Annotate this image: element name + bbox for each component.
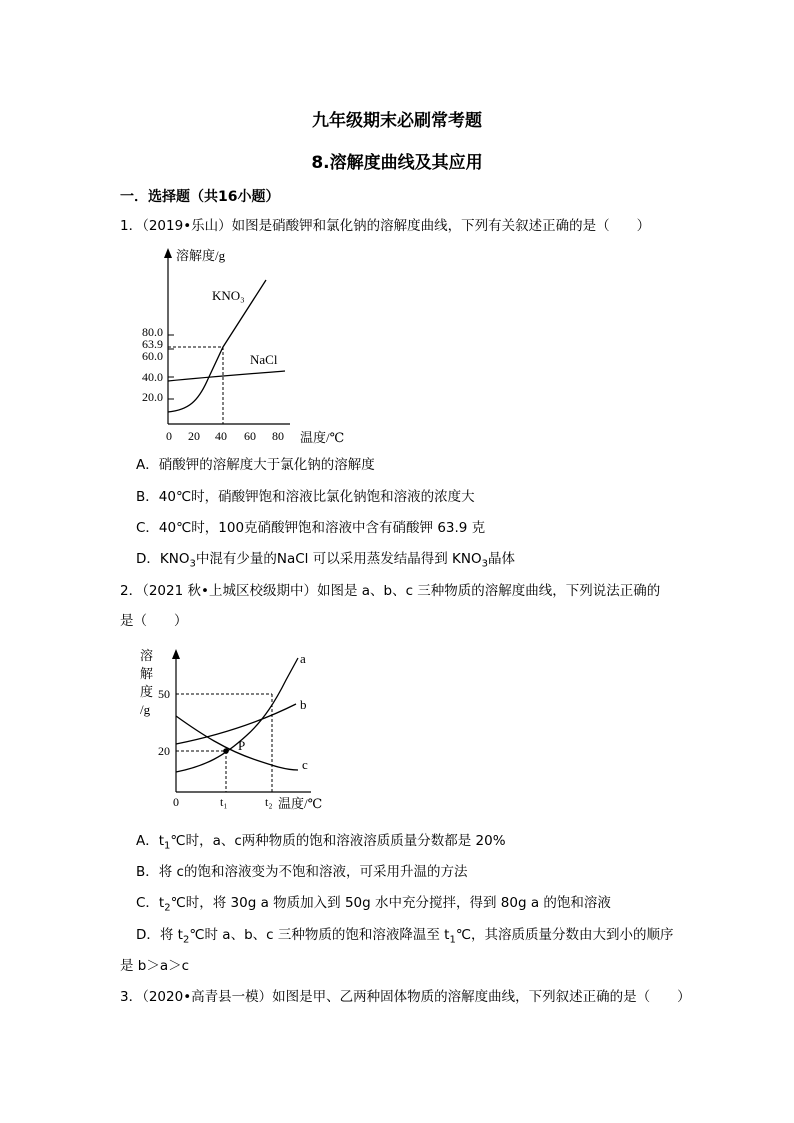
q1-option-a: A．硝酸钾的溶解度大于氯化钠的溶解度 <box>136 457 375 473</box>
chart2-y-label-4: /g <box>140 702 151 717</box>
question-2-stem-line1: 2．（2021 秋•上城区校级期中）如图是 a、b、c 三种物质的溶解度曲线，下列说法正确的 <box>120 583 661 599</box>
question-2-stem-line2: 是（ ） <box>120 613 188 629</box>
chart2-xtick-0: 0 <box>173 795 179 809</box>
chart2-label-p: P <box>238 738 246 753</box>
q1-option-b: B．40℃时，硝酸钾饱和溶液比氯化钠饱和溶液的浓度大 <box>136 489 475 505</box>
q2-option-b: B．将 c的饱和溶液变为不饱和溶液，可采用升温的方法 <box>136 864 468 880</box>
chart2-point-p <box>223 748 229 754</box>
chart2-xtick-t1: t₁ <box>220 795 228 809</box>
chart1-x-label: 温度/℃ <box>300 430 345 445</box>
question-1-stem: 1．（2019•乐山）如图是硝酸钾和氯化钠的溶解度曲线，下列有关叙述正确的是（ ） <box>120 218 651 234</box>
q2-option-d: D．将 $t_2℃$时 a、b、c 三种物质的饱和溶液降温至 $t_1℃$，其溶质质量分数由大到小的顺序 <box>136 927 674 946</box>
chart1-xtick-60: 60 <box>244 429 256 443</box>
solubility-chart-1 <box>138 244 368 449</box>
chart1-ytick-40: 40.0 <box>142 370 163 384</box>
chart2-ytick-20: 20 <box>158 744 170 758</box>
chart1-ytick-639: 63.9 <box>142 337 163 351</box>
chart1-y-label: 溶解度/g <box>176 248 226 263</box>
q2-option-a: A．$t_1℃$时，a、c两种物质的饱和溶液溶质质量分数都是 20% <box>136 833 506 852</box>
chart2-y-label-1: 溶 <box>140 648 154 663</box>
chart1-y-arrow <box>164 248 172 258</box>
solubility-chart-2 <box>136 644 336 816</box>
chart1-ytick-80: 80.0 <box>142 325 163 339</box>
chart1-ytick-20: 20.0 <box>142 390 163 404</box>
q2-option-d-line2: 是 b＞a＞c <box>120 958 190 974</box>
chart2-label-c: c <box>302 757 308 772</box>
chart1-label-kno3: KNO₃ <box>212 288 245 303</box>
chart2-curve-a <box>176 658 298 772</box>
chart2-label-a: a <box>300 651 306 666</box>
section-heading: 一．选择题（共16小题） <box>120 189 280 205</box>
chart2-y-label-3: 度 <box>140 684 154 699</box>
question-3-stem: 3．（2020•高青县一模）如图是甲、乙两种固体物质的溶解度曲线，下列叙述正确的是（ ） <box>120 989 691 1005</box>
chart1-xtick-0: 0 <box>166 429 172 443</box>
chart1-label-nacl: NaCl <box>250 352 278 367</box>
chart1-nacl-curve <box>168 371 285 381</box>
chart2-x-label: 温度/℃ <box>278 796 323 811</box>
chart2-curve-b <box>176 704 296 744</box>
q1-option-d: D．$KNO_3$中混有少量的NaCl 可以采用蒸发结晶得到 $KNO_3$晶体 <box>136 551 515 570</box>
chart2-y-label-2: 解 <box>140 666 154 681</box>
chart2-ytick-50: 50 <box>158 687 170 701</box>
chart1-ytick-60: 60.0 <box>142 349 163 363</box>
page-subtitle: 8.溶解度曲线及其应用 <box>311 153 483 173</box>
page-title: 九年级期末必刷常考题 <box>312 111 482 131</box>
q1-option-c: C．40℃时，100克硝酸钾饱和溶液中含有硝酸钾 63.9 克 <box>136 520 486 536</box>
chart2-y-arrow <box>172 649 180 659</box>
chart2-label-b: b <box>300 697 307 712</box>
chart1-xtick-20: 20 <box>188 429 200 443</box>
chart2-xtick-t2: t₂ <box>265 795 273 809</box>
chart1-xtick-40: 40 <box>215 429 227 443</box>
chart1-xtick-80: 80 <box>272 429 284 443</box>
q2-option-c: C．$t_2℃$时，将 30g a 物质加入到 50g 水中充分搅拌，得到 80g a 的饱和溶液 <box>136 895 611 914</box>
